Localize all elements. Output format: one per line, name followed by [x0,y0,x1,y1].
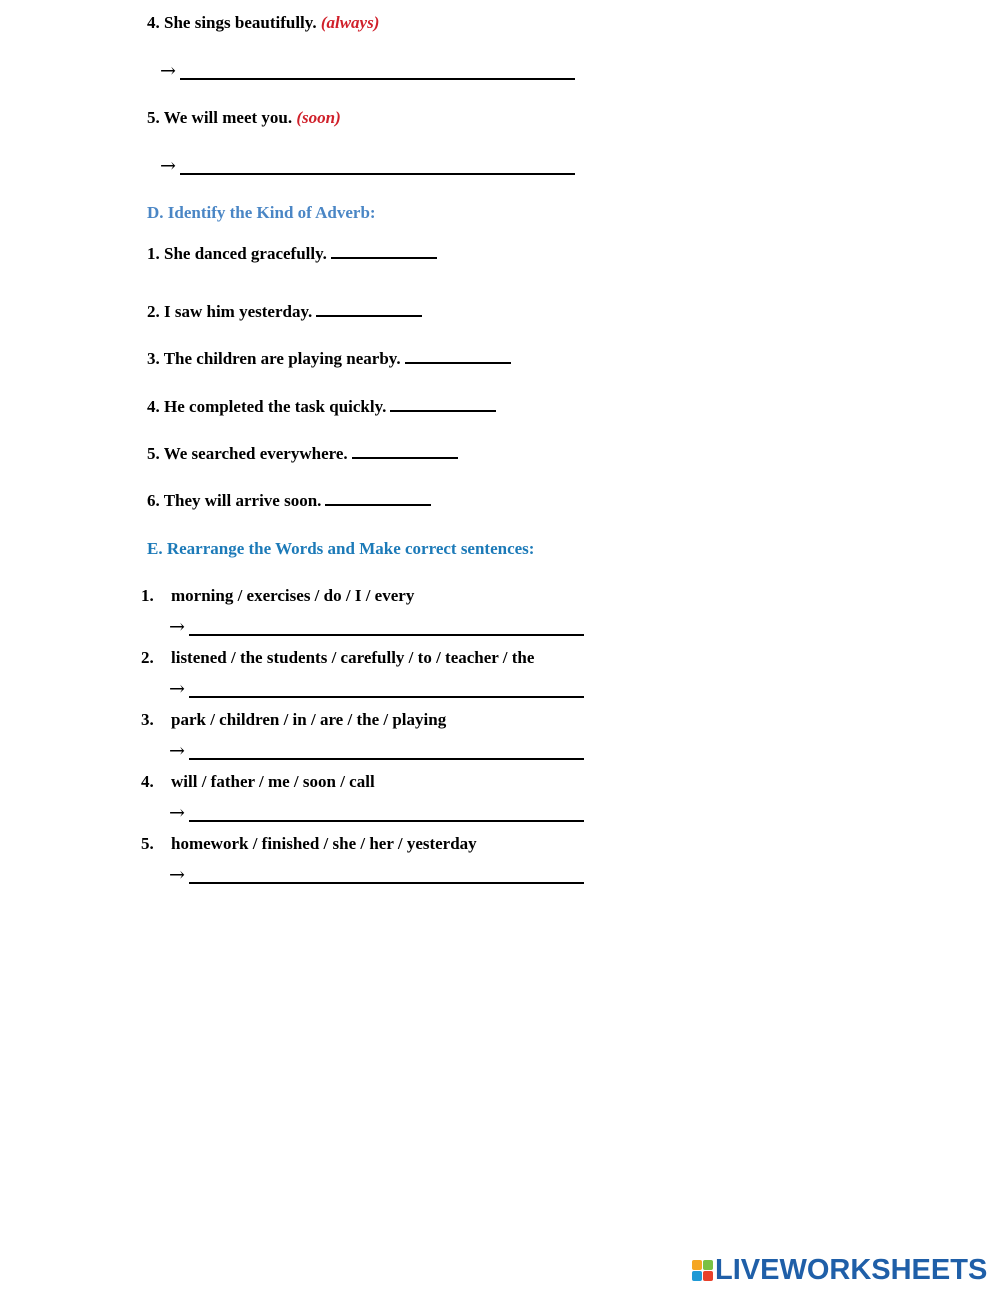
hint-word: (soon) [296,108,341,127]
answer-input-line[interactable] [189,819,584,822]
arrow-icon: → [160,155,176,177]
arrow-icon: → [169,678,185,700]
answer-blank[interactable] [352,443,458,459]
arrow-icon: → [160,60,176,82]
answer-blank[interactable] [390,396,496,412]
scrambled-words: park / children / in / are / the / playing [171,710,447,729]
exercise-c-item-5: 5. We will meet you. (soon) [147,108,341,127]
item-number: 2. [141,648,154,667]
arrow-icon: → [169,864,185,886]
arrow-icon: → [169,616,185,638]
section-d-heading: D. Identify the Kind of Adverb: [147,203,376,222]
answer-row [160,58,575,82]
scrambled-words: will / father / me / soon / call [171,772,375,791]
scrambled-words: morning / exercises / do / I / every [171,586,415,605]
answer-input-line[interactable] [180,77,575,80]
answer-input-line[interactable] [189,757,584,760]
answer-input-line[interactable] [189,881,584,884]
scrambled-words: homework / finished / she / her / yesterday [171,834,477,853]
liveworksheets-logo[interactable] [692,1255,987,1285]
answer-row [169,800,584,824]
answer-row [169,738,584,762]
section-e-heading: E. Rearrange the Words and Make correct sentences: [147,539,535,558]
answer-input-line[interactable] [189,633,584,636]
exercise-d-item: 4. He completed the task quickly. [147,396,496,418]
answer-blank[interactable] [331,243,437,259]
answer-input-line[interactable] [189,695,584,698]
answer-row [169,614,584,638]
exercise-d-item: 5. We searched everywhere. [147,443,458,465]
liveworksheets-logo-icon [692,1260,713,1281]
exercise-d-item: 2. I saw him yesterday. [147,301,422,323]
exercise-c-item-4: 4. She sings beautifully. (always) [147,13,380,32]
item-number: 1. [141,586,154,605]
answer-blank[interactable] [405,348,511,364]
hint-word: (always) [320,13,380,32]
answer-blank[interactable] [316,301,422,317]
answer-input-line[interactable] [180,172,575,175]
exercise-d-item: 6. They will arrive soon. [147,490,431,512]
exercise-d-item: 3. The children are playing nearby. [147,348,511,370]
item-number: 5. [141,834,154,853]
item-number: 4. [141,772,154,791]
exercise-d-item: 1. She danced gracefully. [147,243,437,265]
answer-row [160,153,575,177]
item-number: 3. [141,710,154,729]
logo-text: LIVEWORKSHEETS [715,1254,988,1286]
answer-blank[interactable] [325,490,431,506]
arrow-icon: → [169,802,185,824]
arrow-icon: → [169,740,185,762]
answer-row [169,862,584,886]
answer-row [169,676,584,700]
scrambled-words: listened / the students / carefully / to / teacher / the [171,648,535,667]
